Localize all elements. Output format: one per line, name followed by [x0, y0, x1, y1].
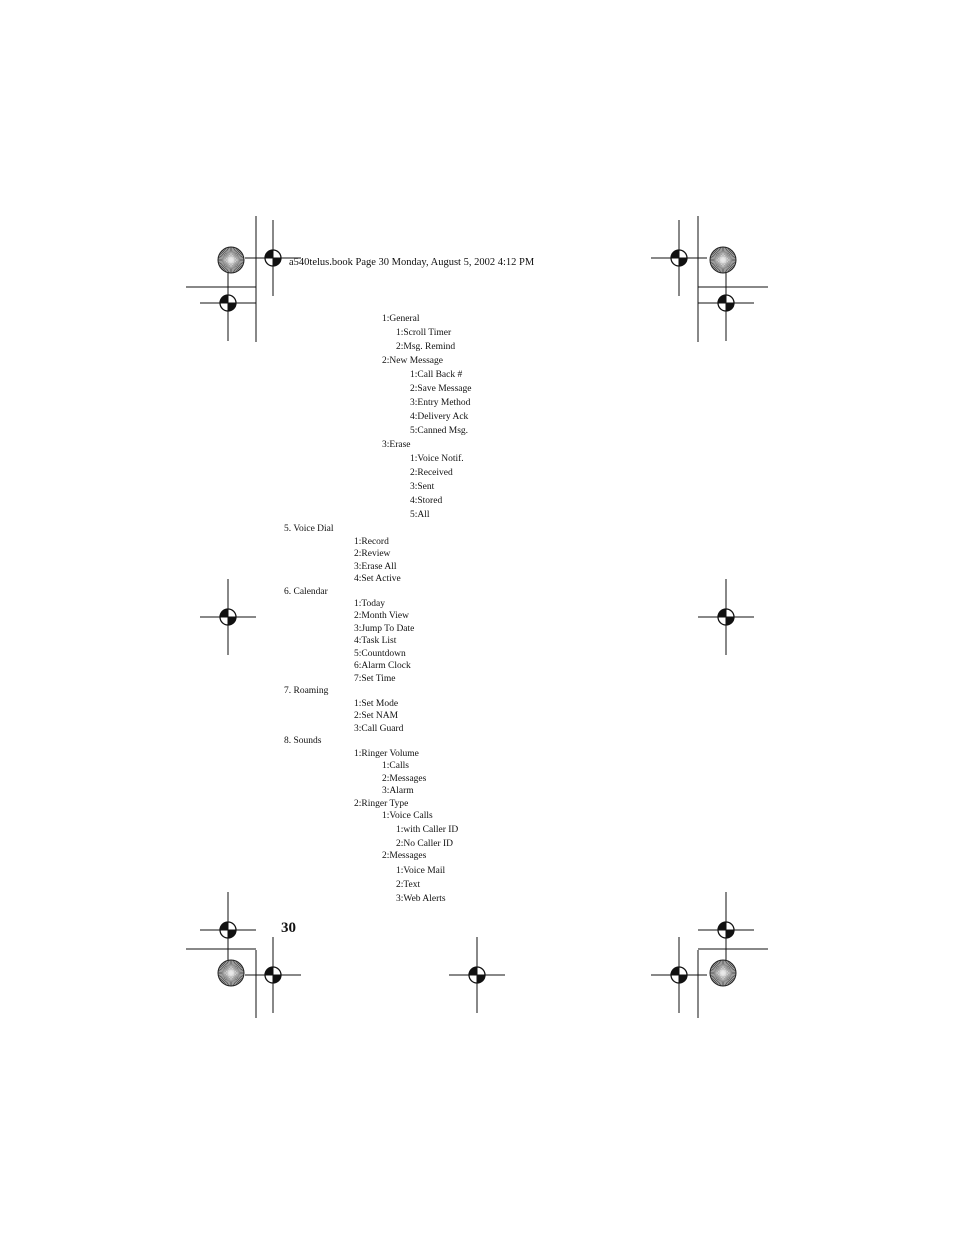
- page-number: 30: [281, 920, 296, 936]
- registration-quadrant: [679, 258, 687, 266]
- menu-item: 7:Set Time: [354, 674, 396, 684]
- menu-item: 3:Web Alerts: [396, 894, 446, 904]
- file-info-header: a540telus.book Page 30 Monday, August 5, 2002 4:12 PM: [289, 257, 535, 268]
- registration-quadrant: [671, 967, 679, 975]
- registration-quadrant: [679, 975, 687, 983]
- registration-quadrant: [228, 930, 236, 938]
- menu-item: 1:Voice Notif.: [410, 454, 464, 464]
- menu-item: 4:Task List: [354, 636, 397, 646]
- menu-item: 1:Today: [354, 599, 385, 609]
- menu-item: 3:Alarm: [382, 786, 414, 796]
- registration-quadrant: [671, 250, 679, 258]
- registration-quadrant: [265, 250, 273, 258]
- menu-item: 2:New Message: [382, 356, 443, 366]
- menu-item: 2:Text: [396, 880, 421, 890]
- registration-quadrant: [228, 303, 236, 311]
- menu-item: 2:Review: [354, 549, 391, 559]
- menu-section: 7. Roaming: [284, 686, 329, 696]
- registration-quadrant: [469, 967, 477, 975]
- menu-section: 8. Sounds: [284, 736, 322, 746]
- menu-item: 1:Calls: [382, 761, 409, 771]
- registration-quadrant: [220, 922, 228, 930]
- menu-item: 2:Received: [410, 468, 453, 478]
- registration-quadrant: [726, 930, 734, 938]
- menu-item: 1:Call Back #: [410, 370, 463, 380]
- menu-item: 6:Alarm Clock: [354, 661, 411, 671]
- menu-item: 3:Erase All: [354, 562, 397, 572]
- menu-item: 4:Set Active: [354, 574, 401, 584]
- menu-item: 1:Voice Mail: [396, 866, 446, 876]
- registration-quadrant: [718, 295, 726, 303]
- registration-quadrant: [265, 967, 273, 975]
- menu-item: 3:Erase: [382, 440, 411, 450]
- menu-item: 2:Set NAM: [354, 711, 399, 721]
- menu-item: 2:Messages: [382, 851, 427, 861]
- registration-quadrant: [718, 609, 726, 617]
- registration-quadrant: [718, 922, 726, 930]
- menu-item: 1:Ringer Volume: [354, 749, 419, 759]
- menu-item: 2:Month View: [354, 611, 409, 621]
- registration-quadrant: [726, 303, 734, 311]
- menu-item: 4:Stored: [410, 496, 443, 506]
- menu-item: 2:Ringer Type: [354, 799, 409, 809]
- menu-item: 2:Messages: [382, 774, 427, 784]
- registration-quadrant: [228, 617, 236, 625]
- menu-item: 2:Save Message: [410, 384, 472, 394]
- menu-item: 2:No Caller ID: [396, 839, 453, 849]
- menu-section: 5. Voice Dial: [284, 524, 334, 534]
- menu-section: 6. Calendar: [284, 587, 328, 597]
- menu-item: 3:Sent: [410, 482, 435, 492]
- menu-item: 5:All: [410, 510, 430, 520]
- menu-item: 1:Set Mode: [354, 699, 399, 709]
- registration-quadrant: [726, 617, 734, 625]
- registration-quadrant: [273, 258, 281, 266]
- menu-item: 1:Scroll Timer: [396, 328, 452, 338]
- menu-item: 5:Canned Msg.: [410, 426, 469, 436]
- menu-item: 1:Record: [354, 537, 389, 547]
- registration-quadrant: [220, 609, 228, 617]
- menu-item: 1:with Caller ID: [396, 825, 459, 835]
- menu-item: 2:Msg. Remind: [396, 342, 456, 352]
- menu-item: 5:Countdown: [354, 649, 406, 659]
- menu-item: 3:Entry Method: [410, 398, 471, 408]
- menu-item: 4:Delivery Ack: [410, 412, 469, 422]
- menu-item: 1:Voice Calls: [382, 811, 433, 821]
- menu-item: 3:Call Guard: [354, 724, 404, 734]
- menu-item: 3:Jump To Date: [354, 624, 415, 634]
- registration-quadrant: [220, 295, 228, 303]
- registration-quadrant: [273, 975, 281, 983]
- registration-quadrant: [477, 975, 485, 983]
- menu-item: 1:General: [382, 314, 420, 324]
